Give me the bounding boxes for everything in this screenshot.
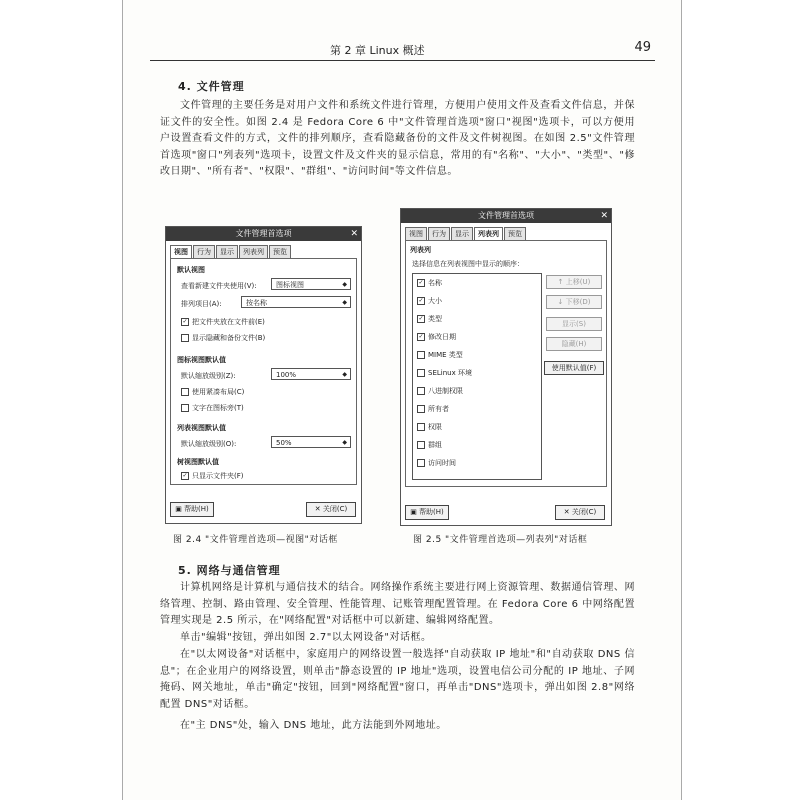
page-number: 49 (634, 40, 651, 55)
group-icon-defaults: 图标视图默认值 (177, 356, 226, 364)
dropdown-arrow-icon: ◆ (342, 281, 347, 288)
tab-display[interactable]: 显示 (216, 245, 238, 258)
show-button[interactable]: 显示(S) (546, 317, 602, 331)
tab-view[interactable]: 视图 (170, 245, 192, 258)
only-folders-checkbox[interactable]: ✓ 只显示文件夹(F) (182, 472, 244, 480)
close-icon: ✕ (314, 505, 321, 513)
tab-list-columns[interactable]: 列表列 (239, 245, 268, 258)
tab-list-columns[interactable]: 列表列 (474, 227, 503, 240)
column-item-checkbox[interactable]: MIME 类型 (417, 350, 463, 360)
section-heading-file-management: 4. 文件管理 (178, 80, 245, 93)
compact-layout-checkbox[interactable]: 使用紧凑布局(C) (181, 387, 244, 397)
view-new-folders-select[interactable]: 图标视图 ◆ (271, 278, 351, 290)
page-header (150, 38, 655, 61)
close-button[interactable]: ✕ 关闭(C) (555, 505, 605, 520)
paragraph-network-1: 计算机网络是计算机与通信技术的结合。网络操作系统主要进行网上资源管理、数据通信管理、网络管理、控制、路由管理、安全管理、性能管理、记账管理配置管理。在 Fedora Core 6 中网络配置管理实现是 2.5 所示，在"网络配置"对话框中可以新建、编辑网络配置。 (160, 582, 635, 626)
column-item-checkbox[interactable]: SELinux 环境 (417, 368, 472, 378)
checkmark-icon: ✓ (418, 279, 424, 286)
dialog-titlebar (401, 209, 611, 223)
column-item-checkbox[interactable]: 所有者 (417, 404, 449, 414)
column-item-checkbox[interactable]: ✓ 名称 (418, 279, 442, 287)
column-order-instruction: 选择信息在列表视图中显示的顺序： (412, 260, 524, 268)
help-icon: ▣ (175, 505, 182, 513)
dialog-view-preferences (165, 226, 362, 524)
tab-bar (166, 241, 361, 258)
icon-zoom-label: 默认缩放级别(Z): (181, 372, 236, 380)
close-icon: ✕ (563, 508, 570, 516)
section-heading-network: 5. 网络与通信管理 (178, 564, 281, 577)
group-tree-defaults: 树视图默认值 (177, 458, 219, 466)
hide-button[interactable]: 隐藏(H) (546, 337, 602, 351)
view-new-folders-label: 查看新建文件夹使用(V): (181, 282, 257, 290)
checkmark-icon: ✓ (182, 472, 188, 479)
checkmark-icon: ✓ (418, 297, 424, 304)
paragraph-file-management: 文件管理的主要任务是对用户文件和系统文件进行管理，方便用户使用文件及查看文件信息，并保证文件的安全性。如图 2.4 是 Fedora Core 6 中"文件管理首选项"窗口"视图"选项卡，可以方便用户设置查看文件的方式，文件的排列顺序，查看隐藏备份的文件及文件树视图。在如图 2.5"文件管理首选项"窗口"列表列"选项卡，设置文件及文件夹的显示信息，常用的有"名称"、"大小"、"类型"、"修改日期"、"所有者"、"权限"、"群组"、"访问时间"等文件信息。 (160, 100, 635, 177)
folders-first-checkbox[interactable]: ✓ 把文件夹放在文件前(E) (182, 318, 265, 326)
paragraph-network-3: 在"以太网设备"对话框中，家庭用户的网络设置一般选择"自动获取 IP 地址"和"自动获取 DNS 信息"；在企业用户的网络设置，则单击"静态设置的 IP 地址"选项，设置电信公司分配的 IP 地址、子网掩码、网关地址，单击"确定"按钮，回到"网络配置"窗口，再单击"DNS"选项卡，弹出如图 2.8"网络配置 DNS"对话框。 (160, 649, 635, 710)
help-button[interactable]: ▣ 帮助(H) (405, 505, 449, 520)
show-hidden-checkbox[interactable]: 显示隐藏和备份文件(B) (181, 333, 265, 343)
column-item-checkbox[interactable]: 群组 (417, 440, 442, 450)
checkmark-icon: ✓ (418, 333, 424, 340)
tab-preview[interactable]: 预览 (269, 245, 291, 258)
dropdown-arrow-icon: ◆ (342, 439, 347, 446)
tab-display[interactable]: 显示 (451, 227, 473, 240)
list-zoom-select[interactable]: 50% ◆ (271, 436, 351, 448)
column-item-checkbox[interactable]: ✓ 修改日期 (418, 333, 456, 341)
column-item-checkbox[interactable]: 八进制权限 (417, 386, 463, 396)
columns-list (412, 273, 542, 480)
move-down-button[interactable]: ↓ 下移(D) (546, 295, 602, 309)
text-beside-icons-checkbox[interactable]: 文字在图标旁(T) (181, 403, 244, 413)
dialog-title: 文件管理首选项 (478, 211, 534, 220)
dropdown-arrow-icon: ◆ (342, 371, 347, 378)
tab-bar (401, 223, 611, 240)
close-icon[interactable]: ✕ (600, 211, 608, 221)
column-item-checkbox[interactable]: 权限 (417, 422, 442, 432)
figure-caption-2-4: 图 2.4 "文件管理首选项—视图"对话框 (173, 535, 338, 545)
figure-caption-2-5: 图 2.5 "文件管理首选项—列表列"对话框 (413, 535, 588, 545)
help-button[interactable]: ▣ 帮助(H) (170, 502, 214, 517)
arrange-label: 排列项目(A): (181, 300, 222, 308)
use-default-button[interactable]: 使用默认值(F) (544, 361, 604, 375)
paragraph-network-2: 单击"编辑"按钮，弹出如图 2.7"以太网设备"对话框。 (180, 632, 432, 643)
tab-behavior[interactable]: 行为 (193, 245, 215, 258)
icon-zoom-select[interactable]: 100% ◆ (271, 368, 351, 380)
tab-behavior[interactable]: 行为 (428, 227, 450, 240)
move-up-button[interactable]: ↑ 上移(U) (546, 275, 602, 289)
column-item-checkbox[interactable]: ✓ 大小 (418, 297, 442, 305)
help-icon: ▣ (410, 508, 417, 516)
dropdown-arrow-icon: ◆ (342, 299, 347, 306)
close-button[interactable]: ✕ 关闭(C) (306, 502, 356, 517)
checkmark-icon: ✓ (182, 318, 188, 325)
tab-panel-list-columns (405, 240, 607, 487)
column-item-checkbox[interactable]: 访问时间 (417, 458, 456, 468)
arrow-up-icon: ↑ (557, 278, 564, 286)
dialog-titlebar (166, 227, 361, 241)
group-list-defaults: 列表视图默认值 (177, 424, 226, 432)
paragraph-network-4: 在"主 DNS"处，输入 DNS 地址，此方法能到外网地址。 (180, 720, 447, 731)
group-default-view: 默认视图 (177, 266, 205, 274)
dialog-title: 文件管理首选项 (235, 229, 292, 238)
group-list-columns: 列表列 (410, 246, 431, 254)
tab-panel-view (170, 258, 357, 485)
checkmark-icon: ✓ (418, 315, 424, 322)
dialog-list-columns-preferences (400, 208, 612, 526)
arrange-select[interactable]: 按名称 ◆ (241, 296, 351, 308)
column-item-checkbox[interactable]: ✓ 类型 (418, 315, 442, 323)
arrow-down-icon: ↓ (557, 298, 564, 306)
chapter-title: 第 2 章 Linux 概述 (330, 44, 425, 57)
close-icon[interactable]: ✕ (350, 229, 358, 239)
tab-preview[interactable]: 预览 (504, 227, 526, 240)
list-zoom-label: 默认缩放级别(O): (181, 440, 237, 448)
tab-view[interactable]: 视图 (405, 227, 427, 240)
